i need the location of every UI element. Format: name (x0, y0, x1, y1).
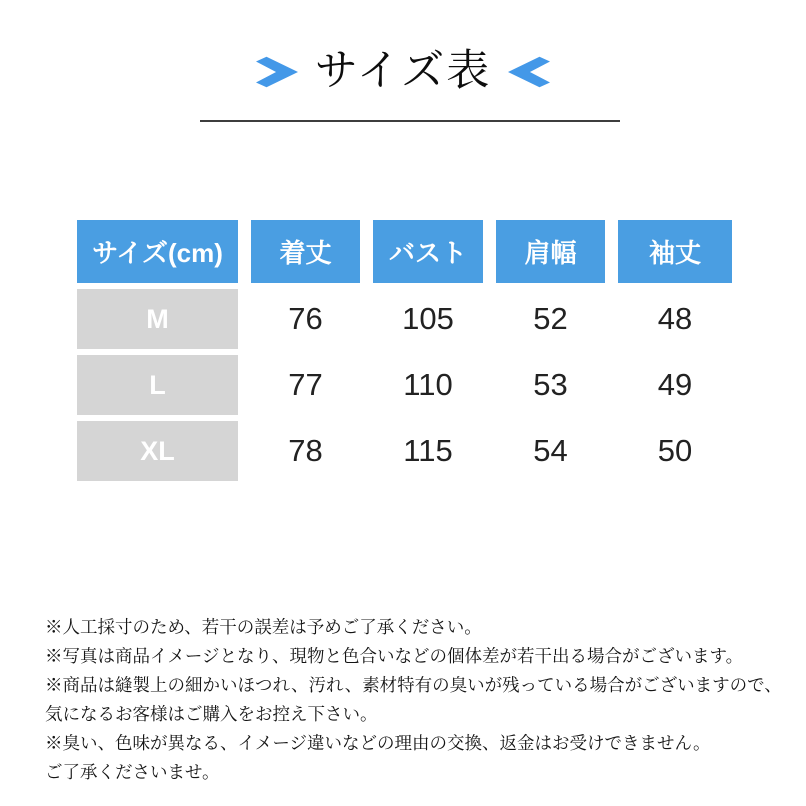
size-label-cell: M (77, 289, 238, 349)
size-value-cell: 48 (618, 289, 732, 349)
column-header-length: 着丈 (251, 220, 360, 283)
chevron-right-icon (256, 56, 298, 88)
size-value-cell: 53 (496, 355, 605, 415)
size-value-cell: 105 (373, 289, 483, 349)
size-value-cell: 77 (251, 355, 360, 415)
title-divider (200, 120, 620, 122)
size-value-cell: 50 (618, 421, 732, 481)
note-line: ※人工採寸のため、若干の誤差は予めご了承ください。 (45, 617, 482, 637)
disclaimer-notes (45, 613, 782, 787)
note-line: 気になるお客様はご購入をお控え下さい。 (45, 704, 378, 724)
column-header-bust: バスト (373, 220, 483, 283)
column-header-sleeve: 袖丈 (618, 220, 732, 283)
size-label-cell: XL (77, 421, 238, 481)
size-table (77, 220, 732, 481)
size-value-cell: 54 (496, 421, 605, 481)
size-value-cell: 76 (251, 289, 360, 349)
note-line: ※商品は縫製上の細かいほつれ、汚れ、素材特有の臭いが残っている場合がございますので、 (45, 675, 782, 695)
size-value-cell: 115 (373, 421, 483, 481)
column-header-size: サイズ(cm) (77, 220, 238, 283)
size-value-cell: 52 (496, 289, 605, 349)
size-value-cell: 78 (251, 421, 360, 481)
chevron-left-icon (508, 56, 550, 88)
page-title: サイズ表 (314, 47, 492, 95)
size-value-cell: 49 (618, 355, 732, 415)
note-line: ※写真は商品イメージとなり、現物と色合いなどの個体差が若干出る場合がございます。 (45, 646, 744, 666)
title-row (0, 48, 806, 95)
note-line: ご了承くださいませ。 (45, 762, 220, 782)
size-value-cell: 110 (373, 355, 483, 415)
size-label-cell: L (77, 355, 238, 415)
column-header-shoulder: 肩幅 (496, 220, 605, 283)
note-line: ※臭い、色味が異なる、イメージ違いなどの理由の交換、返金はお受けできません。 (45, 733, 711, 753)
